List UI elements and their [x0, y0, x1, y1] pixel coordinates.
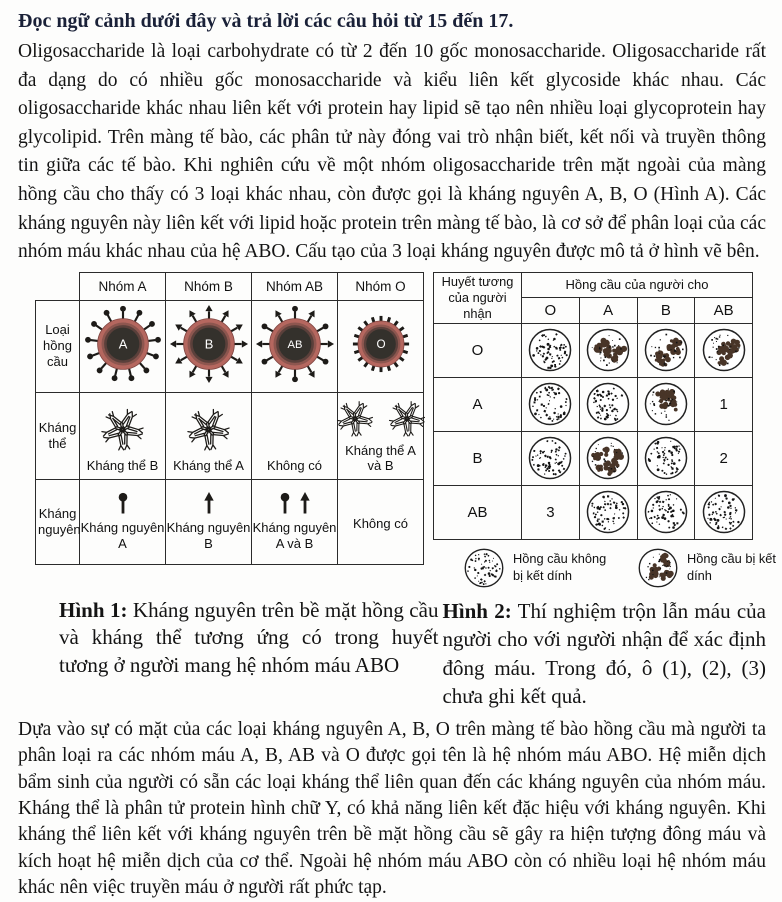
figure2-recipient-ab: AB: [434, 485, 522, 539]
mix-result-cell: 3: [522, 485, 580, 539]
figure1-caption-label: Hình 1:: [59, 597, 128, 622]
figure2-donor-type-b: B: [637, 297, 695, 323]
agglutinated-cells-icon: [643, 381, 689, 427]
figure2-donor-header: Hồng cầu của người cho: [522, 272, 753, 297]
figure1-table: [35, 272, 424, 565]
antibody-label: Kháng thể B: [86, 458, 159, 474]
antigen-label: Kháng nguyên A: [80, 520, 165, 551]
figure2-recipient-header: Huyết tương của người nhận: [434, 272, 522, 323]
figure2-container: [433, 272, 782, 589]
figure1-row-label-blood-cell: Loại hồng cầu: [36, 300, 80, 392]
blood-cell-image-o: [338, 300, 424, 392]
antigen-icon: [115, 492, 131, 515]
figure1-row-label-antibody: Kháng thể: [36, 392, 80, 479]
figure1-container: [35, 272, 424, 565]
agglutinated-cells-icon: [643, 327, 689, 373]
agglutinated-cells-icon: [585, 327, 631, 373]
figure1-antigen-row: [36, 479, 424, 564]
figure2-donor-type-a: A: [579, 297, 637, 323]
legend-item-agglutinated: [637, 547, 782, 589]
context-instruction-heading: Đọc ngữ cảnh dưới đây và trả lời các câu hỏi từ 15 đến 17.: [18, 10, 514, 32]
antigen-icon: [277, 492, 313, 515]
figure1-caption: [59, 597, 438, 680]
antigen-icon: [201, 492, 217, 515]
figure2-row-o: [434, 323, 753, 377]
svg-text:B: B: [204, 336, 214, 352]
legend-item-not-agglutinated: [463, 547, 613, 589]
svg-text:A: A: [118, 336, 128, 352]
non-agglutinated-cells-icon: [527, 381, 573, 427]
non-agglutinated-cells-icon: [643, 489, 689, 535]
mix-result-cell: [637, 431, 695, 485]
antibody-label: Kháng thể A: [173, 458, 244, 474]
figure1-blood-cell-row: [36, 300, 424, 392]
mix-result-cell: [522, 377, 580, 431]
antigen-label: Kháng nguyên B: [166, 520, 251, 551]
figure2-donor-type-ab: AB: [695, 297, 753, 323]
antibody-label: Không có: [267, 458, 322, 474]
figure2-donor-type-o: O: [522, 297, 580, 323]
mix-result-cell: 2: [695, 431, 753, 485]
figure2-recipient-a: A: [434, 377, 522, 431]
non-agglutinated-cells-icon: [643, 435, 689, 481]
figures-row: [18, 272, 776, 589]
agglutinated-cells-icon: [701, 327, 747, 373]
svg-text:O: O: [375, 337, 386, 351]
red-blood-cell-icon: [252, 301, 338, 387]
context-paragraph-1: Oligosaccharide là loại carbohydrate có từ 2 đến 10 gốc monosaccharide. Oligosaccharide rất đa dạng do có nhiều gốc monosaccharide và kiểu liên kết glycoside khác nhau. Các oligosaccharide khác nhau liên kết với protein hay lipid sẽ tạo nên nhiều loại glycoprotein hay glycolipid. Trên màng tế bào, các phân tử này đóng vai trò nhận biết, kết nối và truyền thông tin giữa các tế bào. Khi nghiên cứu về một nhóm oligosaccharide trên mặt ngoài của màng hồng cầu cho thấy có 3 loại khác nhau, còn được gọi là kháng nguyên A, B, O (Hình A). Các kháng nguyên này liên kết với lipid hoặc protein trên màng tế bào, là cơ sở để phân loại của các nhóm máu khác nhau của hệ ABO. Cấu tạo của 3 loại kháng nguyên được mô tả ở hình vẽ bên.: [18, 41, 766, 263]
antigen-label: Kháng nguyên A và B: [252, 520, 337, 551]
mix-result-cell: [579, 431, 637, 485]
non-agglutinated-cells-icon: [527, 327, 573, 373]
figure1-col-header-nhom-ab: Nhóm AB: [252, 272, 338, 300]
captions-row: [18, 597, 766, 711]
antibody-cluster-icon: [330, 393, 432, 443]
antigen-label: Không có: [353, 516, 408, 532]
figure2-recipient-b: B: [434, 431, 522, 485]
mix-result-cell: [637, 377, 695, 431]
mix-result-cell: [522, 431, 580, 485]
antigen-b-arrow-icon: [201, 492, 217, 515]
mix-result-cell: [637, 323, 695, 377]
mix-result-cell: [579, 323, 637, 377]
blood-cell-image-b: [166, 300, 252, 392]
antibody-y-icon: [330, 396, 380, 443]
figure1-caption-text: Kháng nguyên trên bề mặt hồng cầu và kháng thể tương ứng có trong huyết tương ở người mang hệ nhóm máu ABO: [59, 597, 439, 677]
figure2-caption-text: Thí nghiệm trộn lẫn máu của người cho với người nhận để xác định đông máu. Trong đó, ô (1), (2), (3) chưa ghi kết quả.: [442, 598, 766, 709]
figure1-col-header-nhom-b: Nhóm B: [166, 272, 252, 300]
blood-cell-image-ab: [252, 300, 338, 392]
non-agglutinated-cells-icon: [585, 381, 631, 427]
mix-result-cell: [579, 485, 637, 539]
mix-result-cell: [522, 323, 580, 377]
antibody-y-icon: [179, 403, 238, 458]
non-agglutinated-cells-icon: [701, 489, 747, 535]
figure1-blank-corner: [36, 272, 80, 300]
figure1-row-label-antigen: Kháng nguyên: [36, 479, 80, 564]
agglutinated-cells-icon: [637, 547, 679, 589]
figure2-caption: [442, 597, 766, 711]
mix-result-cell: [695, 485, 753, 539]
non-agglutinated-cells-icon: [585, 489, 631, 535]
agglutinated-cells-icon: [585, 435, 631, 481]
figure2-legend: [463, 547, 782, 589]
figure1-antibody-row: [36, 392, 424, 479]
antibody-y-icon: [382, 396, 432, 443]
antibody-cluster-icon: [93, 393, 152, 458]
red-blood-cell-icon: [342, 305, 420, 383]
mix-result-cell: [579, 377, 637, 431]
figure2-row-b: [434, 431, 753, 485]
figure2-row-ab: [434, 485, 753, 539]
figure1-col-header-nhom-a: Nhóm A: [80, 272, 166, 300]
figure2-header-row: [434, 272, 753, 297]
mix-result-cell: 1: [695, 377, 753, 431]
non-agglutinated-sample-icon: [463, 547, 505, 589]
blood-cell-image-a: [80, 300, 166, 392]
antigen-b-arrow-icon: [297, 492, 313, 515]
antibody-label: Kháng thể A và B: [345, 442, 416, 474]
red-blood-cell-icon: [166, 301, 252, 387]
antibody-y-icon: [93, 403, 152, 458]
mix-result-cell: [637, 485, 695, 539]
antigen-a-pin-icon: [115, 492, 131, 515]
context-paragraph-2: Dựa vào sự có mặt của các loại kháng nguyên A, B, O trên màng tế bào hồng cầu mà người ta phân loại ra các nhóm máu A, B, AB và O được gọi tên là hệ nhóm máu ABO. Hệ miễn dịch bẩm sinh của người có sẵn các loại kháng thể liên quan đến các kháng nguyên của nhóm máu. Kháng thể là phân tử protein hình chữ Y, có khả năng liên kết đặc hiệu với kháng nguyên. Khi kháng thể liên kết với kháng nguyên trên bề mặt hồng cầu sẽ gây ra hiện tượng đông máu và kích hoạt hệ miễn dịch của cơ thể. Ngoài hệ nhóm máu ABO còn có nhiều loại hệ nhóm máu khác nên việc truyền máu ở người rất phức tạp.: [18, 718, 766, 899]
red-blood-cell-icon: [80, 301, 166, 387]
antigen-a-pin-icon: [277, 492, 293, 515]
svg-text:AB: AB: [287, 338, 303, 351]
figure2-table: [433, 272, 753, 540]
antibody-cluster-icon: [179, 393, 238, 458]
non-agglutinated-cells-icon: [527, 435, 573, 481]
figure2-caption-label: Hình 2:: [442, 598, 512, 623]
figure2-row-a: [434, 377, 753, 431]
legend-label: Hồng cầu bị kết dính: [687, 551, 776, 583]
legend-label: Hồng cầu không bị kết dính: [513, 551, 607, 583]
mix-result-cell: [695, 323, 753, 377]
agglutinated-sample-icon: [637, 547, 679, 589]
non-agglutinated-cells-icon: [463, 547, 505, 589]
figure2-recipient-o: O: [434, 323, 522, 377]
figure1-col-header-nhom-o: Nhóm O: [338, 272, 424, 300]
figure1-header-row: [36, 272, 424, 300]
